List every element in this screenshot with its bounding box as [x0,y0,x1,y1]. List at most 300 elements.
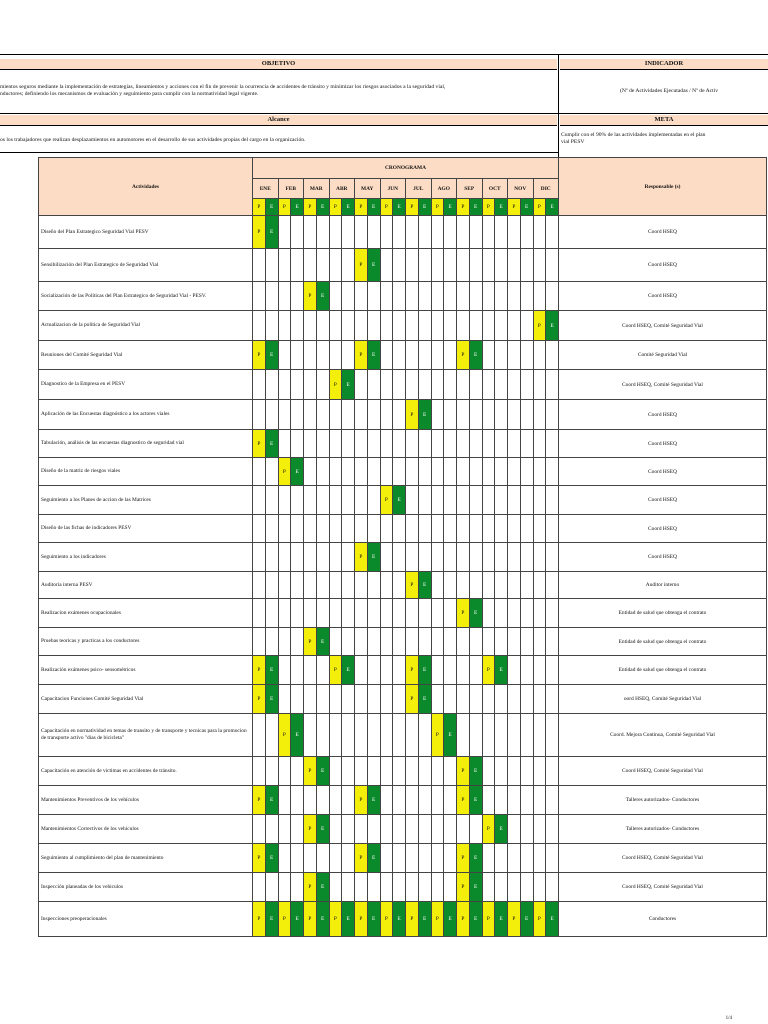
empty-cell [418,757,431,786]
empty-cell [546,216,559,249]
empty-cell [355,628,368,656]
plan-subheader-ene: P [253,199,266,216]
empty-cell [533,400,546,430]
objetivo-header: OBJETIVO [0,59,557,70]
empty-cell [508,458,521,486]
empty-cell [342,282,355,311]
empty-cell [482,282,495,311]
plan-mark: P [406,656,419,685]
empty-cell [508,430,521,458]
empty-cell [380,216,393,249]
empty-cell [508,844,521,873]
empty-cell [304,599,317,628]
plan-subheader-mar: P [304,199,317,216]
empty-cell [457,400,470,430]
empty-cell [495,599,508,628]
empty-cell [533,341,546,370]
objetivo-text-2: nductores; definiendo los mecanismos de evaluación y seguimiento para cumplir con la normatividad legal vigente. [0,91,259,97]
exec-subheader-dic: E [546,199,559,216]
plan-mark: P [482,902,495,937]
empty-cell [418,249,431,282]
exec-mark: E [393,902,406,937]
empty-cell [278,685,291,714]
empty-cell [329,282,342,311]
table-row [39,515,767,543]
empty-cell [431,628,444,656]
alcance-text: os los trabajadores que realizan desplazamientos en automotores en el desarrollo de sus actividades propias del cargo en la organización. [0,137,306,143]
empty-cell [495,486,508,515]
meta-text-1: Cumplir con el 90% de las actividades implementadas en el plan [561,132,706,138]
empty-cell [367,458,380,486]
empty-cell [355,430,368,458]
empty-cell [457,685,470,714]
empty-cell [444,486,457,515]
empty-cell [329,486,342,515]
empty-cell [431,815,444,844]
empty-cell [380,370,393,400]
empty-cell [508,572,521,599]
table-row [39,370,767,400]
exec-subheader-may: E [367,199,380,216]
empty-cell [355,714,368,757]
empty-cell [367,370,380,400]
empty-cell [469,815,482,844]
page-number: 1/4 [725,1016,732,1021]
empty-cell [444,685,457,714]
empty-cell [380,628,393,656]
empty-cell [533,685,546,714]
empty-cell [291,628,304,656]
empty-cell [482,714,495,757]
empty-cell [291,341,304,370]
empty-cell [546,873,559,902]
empty-cell [342,311,355,341]
empty-cell [278,815,291,844]
plan-mark: P [355,543,368,572]
exec-mark: E [469,599,482,628]
empty-cell [380,757,393,786]
empty-cell [367,685,380,714]
activity-cell: Diagnostico de la Empresa en el PESV [39,370,253,400]
empty-cell [444,572,457,599]
empty-cell [469,430,482,458]
empty-cell [508,311,521,341]
empty-cell [278,430,291,458]
empty-cell [457,543,470,572]
empty-cell [533,430,546,458]
plan-mark: P [304,757,317,786]
empty-cell [431,757,444,786]
empty-cell [406,844,419,873]
table-row [39,282,767,311]
empty-cell [316,515,329,543]
empty-cell [508,714,521,757]
responsible-cell: Entidad de salud que obtenga el contrato [559,599,767,628]
month-header-mar: MAR [304,179,330,199]
empty-cell [329,714,342,757]
table-row [39,656,767,685]
empty-cell [342,599,355,628]
empty-cell [367,430,380,458]
empty-cell [546,370,559,400]
plan-mark: P [380,486,393,515]
table-row [39,628,767,656]
plan-mark: P [533,311,546,341]
exec-mark: E [265,216,278,249]
month-header-oct: OCT [482,179,508,199]
empty-cell [380,341,393,370]
empty-cell [469,282,482,311]
table-row [39,400,767,430]
exec-mark: E [265,656,278,685]
table-row [39,873,767,902]
empty-cell [304,543,317,572]
empty-cell [444,599,457,628]
empty-cell [342,216,355,249]
empty-cell [278,844,291,873]
empty-cell [291,786,304,815]
empty-cell [444,430,457,458]
empty-cell [367,486,380,515]
plan-mark: P [457,786,470,815]
empty-cell [444,757,457,786]
empty-cell [533,458,546,486]
empty-cell [495,714,508,757]
empty-cell [329,341,342,370]
empty-cell [329,216,342,249]
exec-subheader-sep: E [469,199,482,216]
plan-subheader-jul: P [406,199,419,216]
empty-cell [431,458,444,486]
exec-mark: E [469,786,482,815]
empty-cell [304,656,317,685]
empty-cell [355,515,368,543]
month-header-sep: SEP [457,179,483,199]
empty-cell [431,400,444,430]
empty-cell [431,430,444,458]
empty-cell [520,786,533,815]
empty-cell [380,282,393,311]
empty-cell [418,282,431,311]
responsible-cell: Comité Seguridad Vial [559,341,767,370]
empty-cell [316,786,329,815]
plan-mark: P [304,815,317,844]
empty-cell [342,430,355,458]
empty-cell [304,400,317,430]
table-row [39,249,767,282]
activity-cell: Inspección planeadas de los vehiculos [39,873,253,902]
plan-mark: P [253,216,266,249]
plan-subheader-nov: P [508,199,521,216]
table-row [39,685,767,714]
empty-cell [342,249,355,282]
empty-cell [367,311,380,341]
empty-cell [418,458,431,486]
empty-cell [316,370,329,400]
table-row [39,786,767,815]
month-header-jun: JUN [380,179,406,199]
empty-cell [291,282,304,311]
table-row [39,311,767,341]
activity-cell: Mantenimientos Preventivos de los vehículos [39,786,253,815]
empty-cell [457,282,470,311]
activity-cell: Tabulación, análisis de las encuestas diagnostico de seguridad vial [39,430,253,458]
empty-cell [355,599,368,628]
empty-cell [380,458,393,486]
empty-cell [367,572,380,599]
empty-cell [355,572,368,599]
plan-mark: P [253,902,266,937]
exec-mark: E [291,902,304,937]
table-row [39,902,767,937]
empty-cell [291,599,304,628]
empty-cell [482,430,495,458]
empty-cell [418,628,431,656]
empty-cell [520,873,533,902]
empty-cell [431,685,444,714]
empty-cell [482,341,495,370]
empty-cell [342,400,355,430]
empty-cell [495,844,508,873]
empty-cell [546,786,559,815]
plan-mark: P [253,430,266,458]
plan-mark: P [457,844,470,873]
empty-cell [469,216,482,249]
empty-cell [495,786,508,815]
plan-subheader-feb: P [278,199,291,216]
empty-cell [444,786,457,815]
empty-cell [329,543,342,572]
empty-cell [304,685,317,714]
responsible-cell: Coord. Mejora Continua, Comité Seguridad Vial [559,714,767,757]
empty-cell [393,458,406,486]
empty-cell [520,400,533,430]
empty-cell [469,714,482,757]
empty-cell [533,656,546,685]
empty-cell [508,249,521,282]
exec-mark: E [367,249,380,282]
empty-cell [533,515,546,543]
empty-cell [431,572,444,599]
table-row [39,572,767,599]
empty-cell [380,515,393,543]
empty-cell [418,714,431,757]
exec-mark: E [265,685,278,714]
plan-mark: P [253,685,266,714]
empty-cell [431,216,444,249]
table-row [39,216,767,249]
empty-cell [418,873,431,902]
empty-cell [546,815,559,844]
empty-cell [316,599,329,628]
empty-cell [495,282,508,311]
empty-cell [265,249,278,282]
empty-cell [342,786,355,815]
indicador-header: INDICADOR [560,59,768,70]
activity-cell: Seguimiento a los indicadores [39,543,253,572]
empty-cell [329,572,342,599]
empty-cell [406,486,419,515]
empty-cell [431,515,444,543]
empty-cell [342,815,355,844]
empty-cell [444,370,457,400]
empty-cell [546,430,559,458]
plan-mark: P [406,400,419,430]
empty-cell [520,282,533,311]
plan-subheader-dic: P [533,199,546,216]
empty-cell [291,873,304,902]
indicador-text: (Nº de Actividades Ejecutadas / Nº de Activ [620,88,719,94]
empty-cell [380,599,393,628]
empty-cell [508,370,521,400]
empty-cell [253,311,266,341]
exec-subheader-mar: E [316,199,329,216]
empty-cell [304,486,317,515]
responsible-cell: Coord HSEQ [559,249,767,282]
empty-cell [508,628,521,656]
empty-cell [546,628,559,656]
empty-cell [393,685,406,714]
empty-cell [457,486,470,515]
empty-cell [265,572,278,599]
empty-cell [355,685,368,714]
plan-mark: P [304,873,317,902]
empty-cell [457,572,470,599]
exec-mark: E [367,844,380,873]
activity-cell: Sensibilización del Plan Estrategico de Seguridad Vial [39,249,253,282]
empty-cell [482,311,495,341]
empty-cell [469,486,482,515]
empty-cell [431,341,444,370]
empty-cell [508,656,521,685]
header-divider [558,54,559,158]
table-row [39,815,767,844]
empty-cell [291,311,304,341]
alcance-header: Alcance [0,115,557,126]
empty-cell [406,458,419,486]
exec-mark: E [469,873,482,902]
exec-mark: E [418,572,431,599]
exec-mark: E [393,486,406,515]
empty-cell [265,599,278,628]
empty-cell [380,543,393,572]
empty-cell [355,486,368,515]
cronograma-table [38,157,767,937]
exec-mark: E [265,844,278,873]
empty-cell [316,685,329,714]
exec-subheader-feb: E [291,199,304,216]
empty-cell [342,714,355,757]
empty-cell [316,486,329,515]
empty-cell [418,311,431,341]
responsible-cell: Coord HSEQ, Comité Seguridad Vial [559,757,767,786]
activities-header: Actividades [39,158,253,216]
empty-cell [482,370,495,400]
empty-cell [406,515,419,543]
empty-cell [393,873,406,902]
empty-cell [520,515,533,543]
exec-subheader-ago: E [444,199,457,216]
empty-cell [265,458,278,486]
empty-cell [253,249,266,282]
empty-cell [265,714,278,757]
empty-cell [253,757,266,786]
activity-cell: Reuniones del Comité Seguridad Vial [39,341,253,370]
empty-cell [533,786,546,815]
empty-cell [444,543,457,572]
empty-cell [431,543,444,572]
empty-cell [304,249,317,282]
empty-cell [444,628,457,656]
plan-mark: P [482,815,495,844]
plan-mark: P [253,656,266,685]
empty-cell [482,216,495,249]
empty-cell [508,543,521,572]
empty-cell [278,249,291,282]
empty-cell [469,572,482,599]
empty-cell [393,515,406,543]
empty-cell [406,815,419,844]
empty-cell [253,599,266,628]
empty-cell [393,844,406,873]
empty-cell [278,515,291,543]
empty-cell [533,572,546,599]
exec-mark: E [520,902,533,937]
empty-cell [342,515,355,543]
empty-cell [380,815,393,844]
empty-cell [495,543,508,572]
empty-cell [520,656,533,685]
plan-mark: P [355,902,368,937]
empty-cell [406,216,419,249]
empty-cell [291,572,304,599]
exec-mark: E [316,902,329,937]
empty-cell [444,341,457,370]
empty-cell [253,714,266,757]
exec-mark: E [444,714,457,757]
empty-cell [508,685,521,714]
empty-cell [355,311,368,341]
responsible-cell: Entidad de salud que obtenga el contrato [559,656,767,685]
exec-mark: E [469,902,482,937]
empty-cell [546,844,559,873]
empty-cell [482,786,495,815]
empty-cell [393,282,406,311]
empty-cell [316,714,329,757]
empty-cell [508,873,521,902]
empty-cell [418,599,431,628]
empty-cell [418,430,431,458]
empty-cell [316,249,329,282]
empty-cell [265,543,278,572]
empty-cell [444,216,457,249]
empty-cell [406,873,419,902]
empty-cell [508,815,521,844]
empty-cell [342,486,355,515]
empty-cell [406,282,419,311]
empty-cell [431,844,444,873]
table-row [39,341,767,370]
empty-cell [355,656,368,685]
empty-cell [495,311,508,341]
empty-cell [316,656,329,685]
empty-cell [367,873,380,902]
empty-cell [278,656,291,685]
month-header-jul: JUL [406,179,432,199]
empty-cell [482,757,495,786]
exec-mark: E [367,902,380,937]
empty-cell [342,873,355,902]
